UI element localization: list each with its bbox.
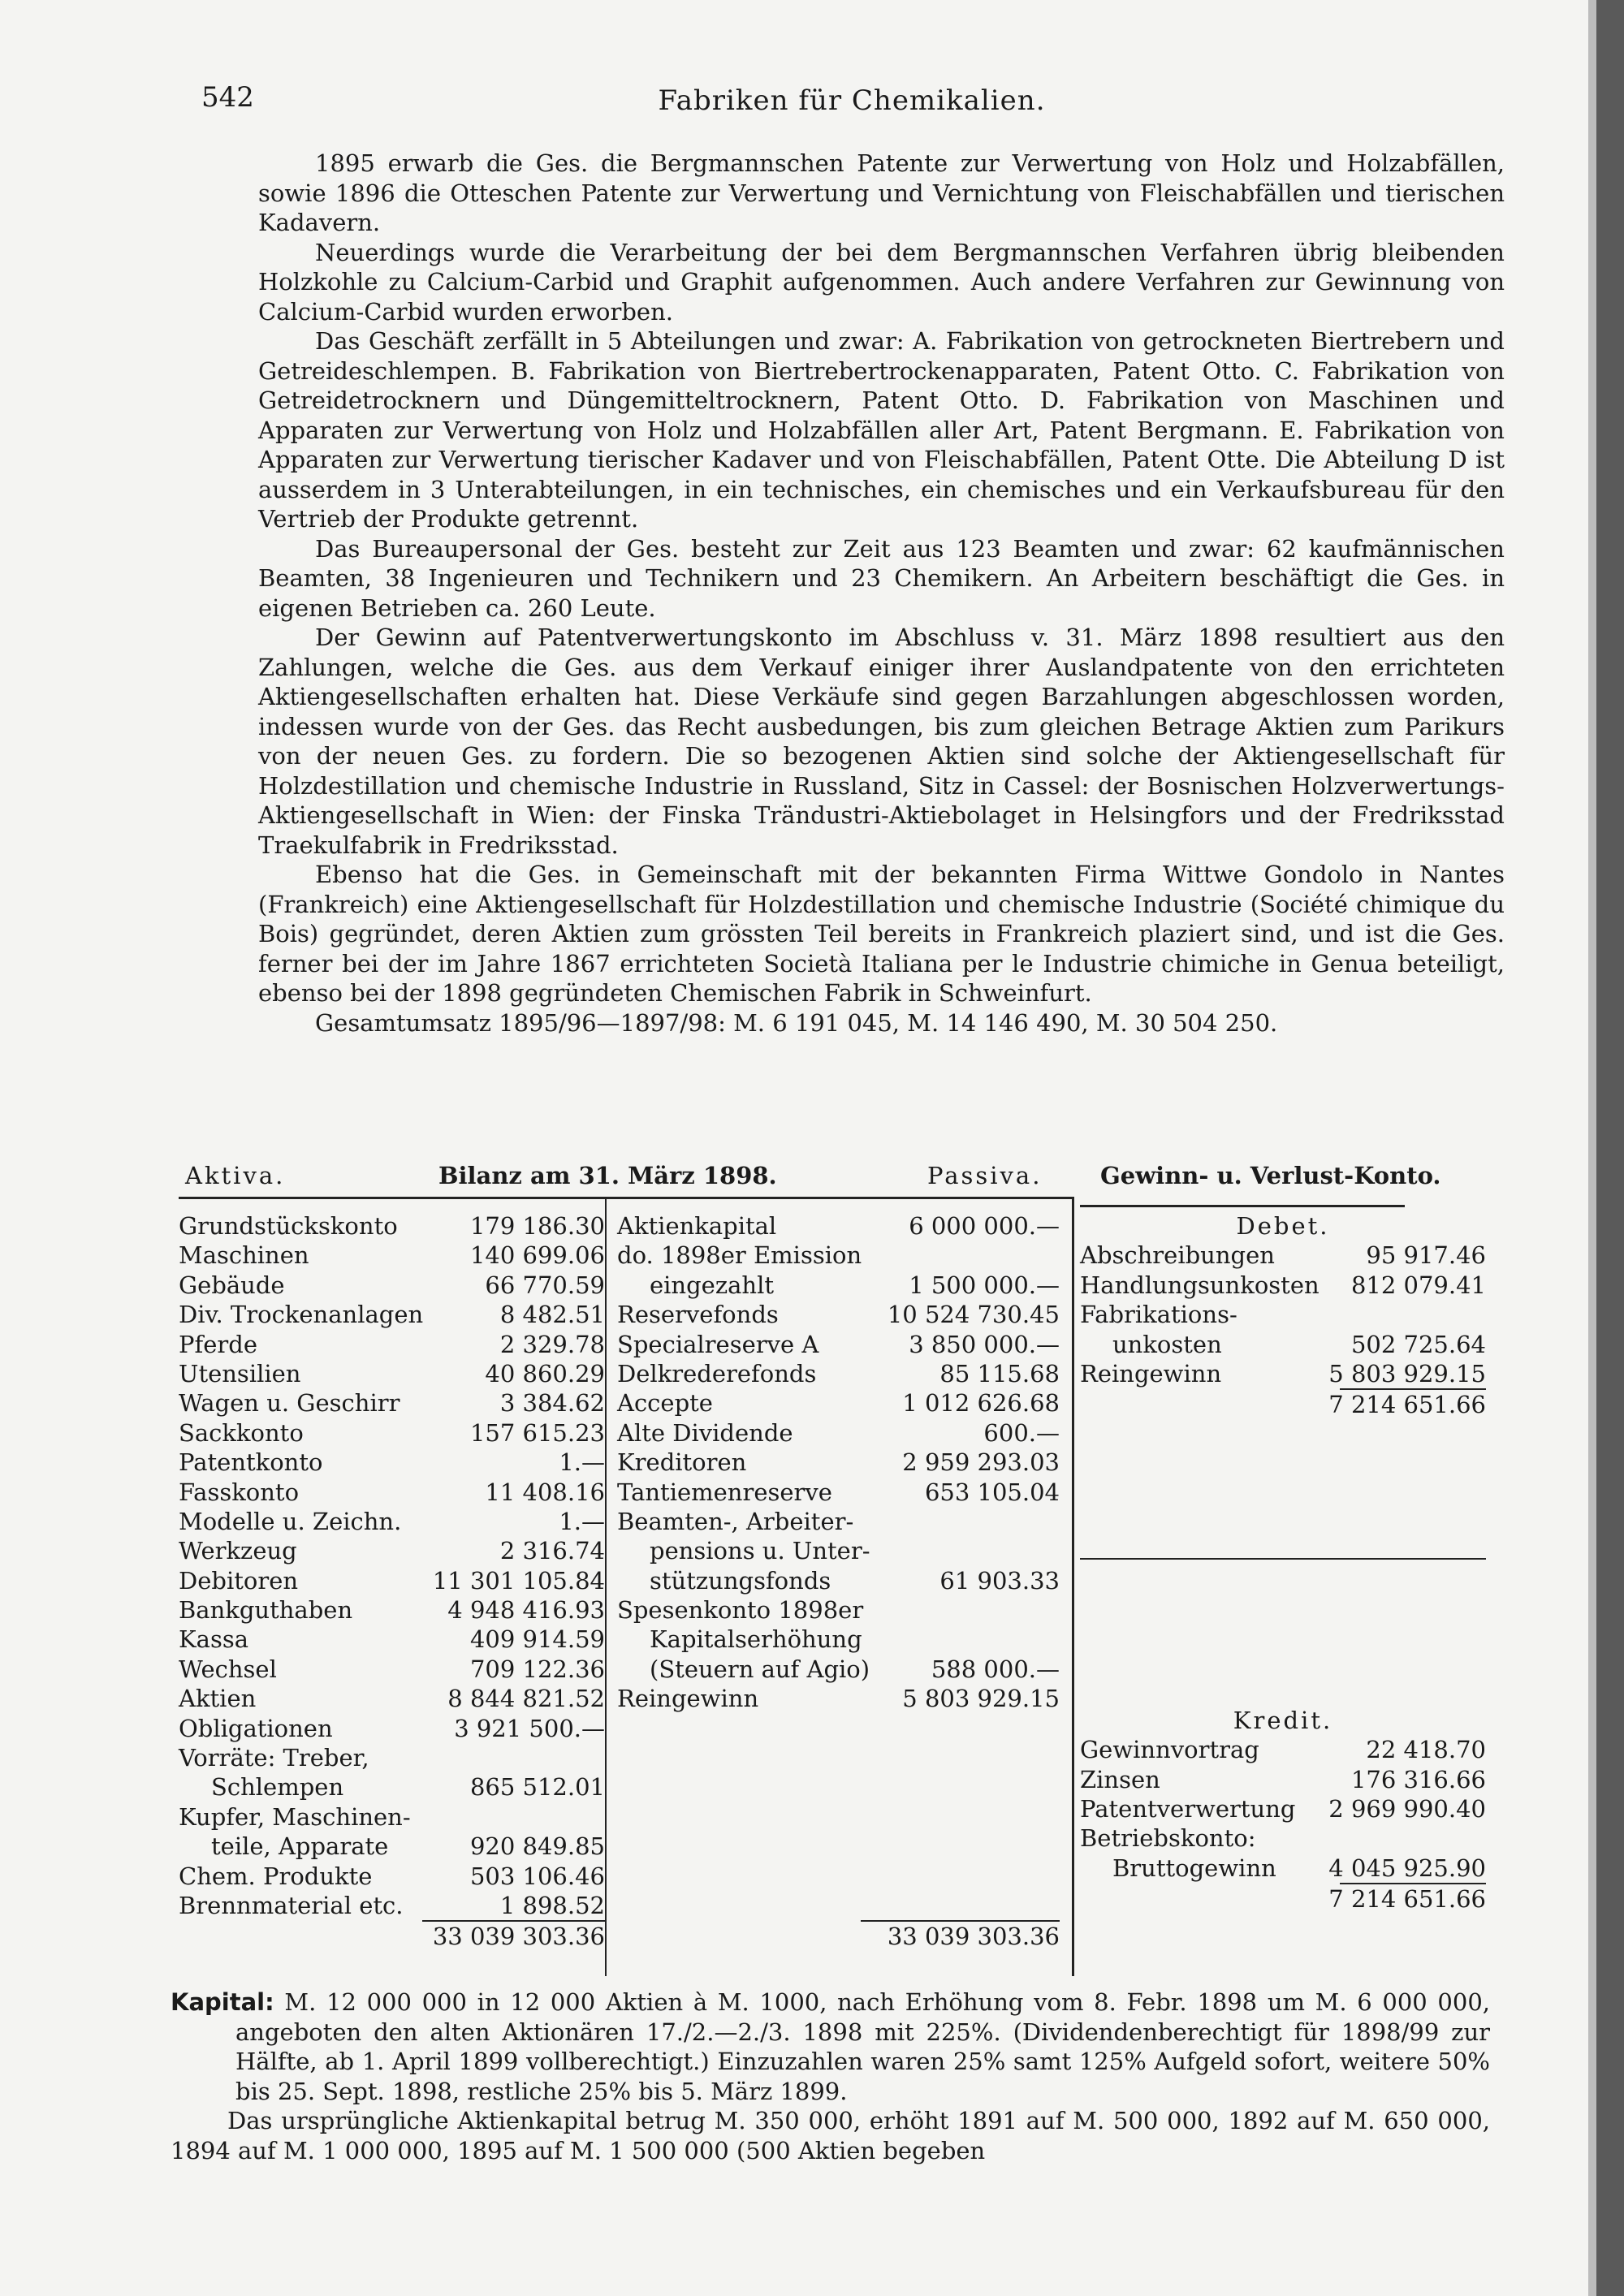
table-row: Schlempen 865 512.01 [211, 1773, 605, 1802]
table-row: Modelle u. Zeichn. 1.— [179, 1507, 605, 1535]
table-row: Maschinen 140 699.06 [179, 1241, 605, 1270]
table-row: Grundstückskonto 179 186.30 [179, 1212, 605, 1240]
table-row: Reservefonds 10 524 730.45 [617, 1301, 1060, 1329]
table-row: Alte Dividende 600.— [617, 1418, 1060, 1447]
kredit-total: 7 214 651.66 [1328, 1885, 1486, 1914]
table-row: Fasskonto 11 408.16 [179, 1478, 605, 1506]
table-row: Zinsen 176 316.66 [1080, 1765, 1486, 1793]
passiva-total-row [617, 1922, 1060, 1951]
paragraph: Der Gewinn auf Patentverwertungskonto im Abschluss v. 31. März 1898 resultiert aus den Zahlungen, welche die Ges. aus dem Verkauf einiger ihrer Auslandpatente von den errichteten Aktiengesellschaften erhalten hat. Diese Verkäufe sind gegen Barzahlungen abgeschlossen worden, indessen wurde von der Ges. das Recht ausbedungen, bis zum gleichen Betrage Aktien zum Parikurs von der neuen Ges. zu fordern. Die so bezogenen Aktien sind solche der Aktiengesellschaft für Holzdestillation und chemische Industrie in Russland, Sitz in Cassel: der Bosnischen Holzverwertungs-Aktiengesellschaft in Wien: der Finska Trändustri-Aktiebolaget in Helsingfors und der Fredriksstad Traekulfabrik in Fredriksstad. [258, 624, 1505, 859]
kapital-text: M. 12 000 000 in 12 000 Aktien à M. 1000, nach Erhöhung vom 8. Febr. 1898 um M. 6 000 000, angeboten den alten Aktionären 17./2.—2./3. 1898 mit 225%. (Dividendenberechtigt für 1898/99 zur Hälfte, ab 1. April 1899 vollberechtigt.) Einzuzahlen waren 25% samt 125% Aufgeld sofort, weitere 50% bis 25. Sept. 1898, restliche 25% bis 5. März 1899. [235, 1988, 1490, 2105]
table-row: Kupfer, Maschinen- [179, 1802, 411, 1831]
scan-edge-shadow [1588, 0, 1596, 2296]
table-row: Bankguthaben 4 948 416.93 [179, 1596, 605, 1625]
table-row: Specialreserve A 3 850 000.— [617, 1330, 1060, 1358]
column-divider [605, 1197, 607, 1976]
table-row: Div. Trockenanlagen 8 482.51 [179, 1301, 605, 1329]
table-row: teile, Apparate 920 849.85 [211, 1832, 605, 1861]
table-row: Kapitalserhöhung [650, 1625, 862, 1654]
body-text [258, 149, 1505, 1038]
table-row: Aktienkapital 6 000 000.— [617, 1212, 1060, 1240]
table-row: Debitoren 11 301 105.84 [179, 1566, 605, 1595]
table-row: stützungsfonds 61 903.33 [650, 1566, 1060, 1595]
kapital-label: Kapital: [171, 1988, 274, 2016]
financial-tables [171, 1161, 1510, 1973]
rule [1080, 1205, 1405, 1207]
debet-heading: Debet. [1236, 1212, 1330, 1240]
table-row: Reingewinn 5 803 929.15 [617, 1685, 1060, 1713]
table-row: Obligationen 3 921 500.— [179, 1714, 605, 1742]
aktiva-total-row [179, 1922, 605, 1951]
table-row: Aktien 8 844 821.52 [179, 1685, 605, 1713]
kapital-section [171, 1987, 1490, 2165]
table-row: Beamten-, Arbeiter- [617, 1507, 854, 1535]
page-number: 542 [201, 81, 254, 114]
rule [179, 1197, 1072, 1199]
kredit-total-row [1080, 1884, 1486, 1914]
paragraph: Neuerdings wurde die Verarbeitung der bei dem Bergmannschen Verfahren übrig bleibenden Holzkohle zu Calcium-Carbid und Graphit aufgenommen. Auch andere Verfahren zur Gewinnung von Calcium-Carbid wurden erworben. [258, 238, 1505, 326]
paragraph: Das Geschäft zerfällt in 5 Abteilungen und zwar: A. Fabrikation von getrockneten Biertrebern und Getreideschlempen. B. Fabrikation von Biertrebertrockenapparaten, Patent Otto. C. Fabrikation von Getreidetrocknern und Düngemitteltrocknern, Patent Otto. D. Fabrikation von Maschinen und Apparaten zur Verwertung von Holz und Holzabfällen aller Art, Patent Bergmann. E. Fabrikation von Apparaten zur Verwertung tierischer Kadaver und von Fleischabfällen, Patent Otte. Die Abteilung D ist ausserdem in 3 Unterabteilungen, in ein technisches, ein chemisches und ein Verkaufsbureau für den Vertrieb der Produkte getrennt. [258, 327, 1505, 533]
table-row: Gewinnvortrag 22 418.70 [1080, 1736, 1486, 1764]
guv-title: Gewinn- u. Verlust-Konto. [1100, 1162, 1441, 1189]
table-row: Betriebskonto: [1080, 1824, 1256, 1853]
table-row: Wagen u. Geschirr 3 384.62 [179, 1389, 605, 1418]
passiva-total: 33 039 303.36 [887, 1922, 1060, 1950]
passiva-column [617, 1211, 1060, 1951]
table-row: pensions u. Unter- [650, 1537, 870, 1565]
table-row: Delkrederefonds 85 115.68 [617, 1359, 1060, 1388]
table-row: Kreditoren 2 959 293.03 [617, 1448, 1060, 1477]
table-row: Kassa 409 914.59 [179, 1625, 605, 1654]
table-row: (Steuern auf Agio) 588 000.— [650, 1655, 1060, 1683]
paragraph: Ebenso hat die Ges. in Gemeinschaft mit der bekannten Firma Wittwe Gondolo in Nantes (Frankreich) eine Aktiengesellschaft für Holzdestillation und chemische Industrie (Société chimique du Bois) gegründet, deren Aktien zum grössten Teil bereits in Frankreich plaziert sind, und ist die Ges. ferner bei der im Jahre 1867 errichteten Società Italiana per le Industrie chimiche in Genua beteiligt, ebenso bei der 1898 gegründeten Chemischen Fabrik in Schweinfurt. [258, 861, 1505, 1007]
scan-edge [1596, 0, 1624, 2296]
rule [1080, 1558, 1486, 1560]
table-row: do. 1898er Emission [617, 1241, 862, 1270]
table-row: Reingewinn 5 803 929.15 [1080, 1359, 1486, 1388]
table-row: Spesenkonto 1898er [617, 1596, 864, 1625]
table-row: Vorräte: Treber, [179, 1744, 369, 1772]
aktiva-total: 33 039 303.36 [432, 1923, 605, 1951]
bilanz-title: Bilanz am 31. März 1898. [438, 1162, 777, 1189]
table-row: Chem. Produkte 503 106.46 [179, 1862, 605, 1890]
table-row: Pferde 2 329.78 [179, 1330, 605, 1358]
passiva-heading: Passiva. [927, 1162, 1043, 1189]
table-row: eingezahlt 1 500 000.— [650, 1271, 1060, 1299]
running-title: Fabriken für Chemikalien. [658, 84, 1046, 117]
table-row: Wechsel 709 122.36 [179, 1655, 605, 1683]
kapital-paragraph: Das ursprüngliche Aktienkapital betrug M. 350 000, erhöht 1891 auf M. 500 000, 1892 auf M. 650 000, 1894 auf M. 1 000 000, 1895 auf M. 1 500 000 (500 Aktien begeben [171, 2107, 1490, 2164]
aktiva-heading: Aktiva. [185, 1162, 286, 1189]
table-row: Werkzeug 2 316.74 [179, 1537, 605, 1565]
table-row: Brennmaterial etc. 1 898.52 [179, 1891, 605, 1919]
guv-column [1080, 1211, 1486, 1914]
table-row: Tantiemenreserve 653 105.04 [617, 1478, 1060, 1506]
debet-total-row [1080, 1390, 1486, 1419]
paragraph: 1895 erwarb die Ges. die Bergmannschen Patente zur Verwertung von Holz und Holzabfällen, sowie 1896 die Otteschen Patente zur Verwertung und Vernichtung von Fleischabfällen und tierischen Kadavern. [258, 149, 1505, 236]
table-row: Accepte 1 012 626.68 [617, 1389, 1060, 1418]
table-row: Sackkonto 157 615.23 [179, 1418, 605, 1447]
page-header [201, 81, 1502, 122]
paragraph: Gesamtumsatz 1895/96—1897/98: M. 6 191 045, M. 14 146 490, M. 30 504 250. [315, 1008, 1278, 1037]
table-row: unkosten 502 725.64 [1112, 1330, 1486, 1358]
column-divider [1072, 1197, 1074, 1976]
table-row: Abschreibungen 95 917.46 [1080, 1241, 1486, 1270]
table-row: Gebäude 66 770.59 [179, 1271, 605, 1299]
table-row: Patentverwertung 2 969 990.40 [1080, 1794, 1486, 1823]
paragraph: Das Bureaupersonal der Ges. besteht zur Zeit aus 123 Beamten und zwar: 62 kaufmännischen Beamten, 38 Ingenieuren und Technikern und 23 Chemikern. An Arbeitern beschäftigt die Ges. in eigenen Betrieben ca. 260 Leute. [258, 534, 1505, 622]
aktiva-column [179, 1211, 605, 1952]
table-row: Patentkonto 1.— [179, 1448, 605, 1477]
table-row: Handlungsunkosten 812 079.41 [1080, 1271, 1486, 1299]
debet-total: 7 214 651.66 [1328, 1391, 1486, 1419]
table-row: Fabrikations- [1080, 1301, 1237, 1329]
kredit-heading: Kredit. [1233, 1706, 1333, 1734]
table-row: Utensilien 40 860.29 [179, 1359, 605, 1388]
table-row: Bruttogewinn 4 045 925.90 [1112, 1854, 1486, 1882]
